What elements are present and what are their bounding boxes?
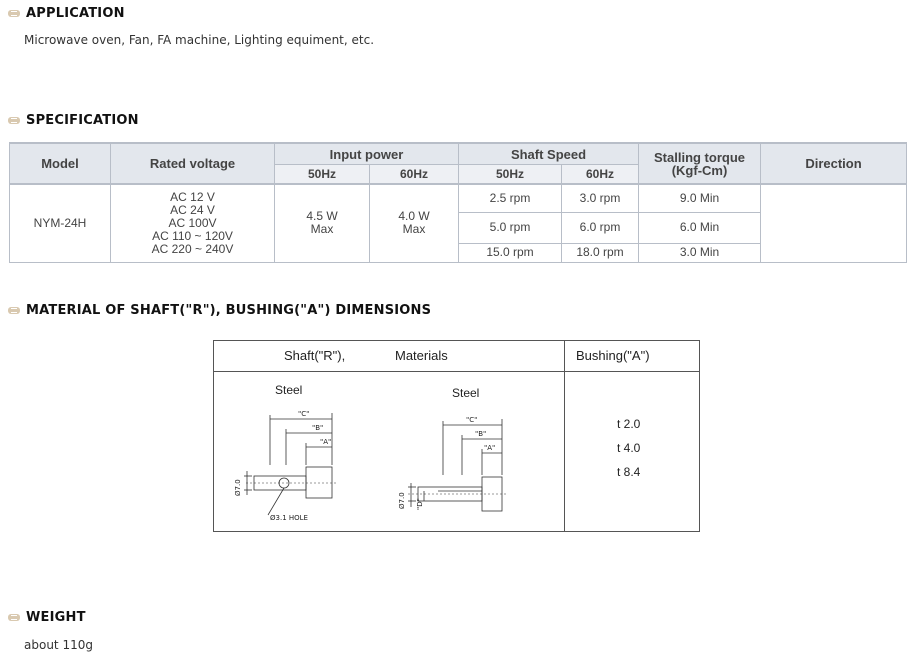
bushing-value: t 8.4: [617, 465, 641, 479]
shaft-drawing-right: [384, 409, 509, 524]
header-shaft-speed: Shaft Speed: [459, 143, 639, 165]
column-divider: [564, 341, 565, 531]
specification-title: SPECIFICATION: [26, 113, 139, 128]
right-material-label: Steel: [452, 386, 480, 400]
bushing-header: Bushing("A"): [576, 348, 650, 363]
label-c: "C": [466, 416, 478, 424]
voltage-line: AC 100V: [168, 215, 217, 230]
power-50hz-cell: [275, 184, 370, 262]
speed-60hz-cell: 3.0 rpm: [562, 184, 639, 212]
header-rated-voltage: Rated voltage: [111, 143, 275, 184]
label-diameter: Ø7.0: [398, 492, 406, 509]
label-a: "A": [484, 444, 496, 452]
label-b: "B": [475, 430, 487, 438]
speed-50hz-cell: 15.0 rpm: [459, 243, 562, 262]
power-50hz-value: 4.5 W: [306, 209, 338, 224]
shaft-drawing-left: [228, 403, 338, 528]
label-d: "D": [416, 498, 424, 510]
material-section-header: [8, 303, 431, 318]
specification-section-header: [8, 113, 139, 128]
application-text: Microwave oven, Fan, FA machine, Lighting equiment, etc.: [24, 33, 375, 47]
label-a: "A": [320, 438, 332, 446]
materials-header: Materials: [395, 348, 448, 363]
voltage-cell: [111, 184, 275, 262]
left-material-label: Steel: [275, 383, 303, 397]
header-direction: Direction: [761, 143, 907, 184]
header-stalling-torque-line1: Stalling torque: [654, 149, 745, 165]
label-hole: Ø3.1 HOLE: [270, 514, 308, 522]
voltage-line: AC 110 ~ 120V: [152, 228, 233, 243]
header-speed-50hz: 50Hz: [459, 165, 562, 185]
header-stalling-torque-line2: (Kgf-Cm): [671, 162, 728, 178]
speed-60hz-cell: 6.0 rpm: [562, 212, 639, 243]
direction-cell: [761, 184, 907, 262]
label-diameter: Ø7.0: [234, 479, 242, 496]
bushing-value: t 4.0: [617, 441, 641, 455]
shaft-header: Shaft("R"),: [284, 348, 346, 363]
header-stalling-torque: [639, 143, 761, 184]
bullet-icon: [8, 614, 20, 621]
speed-50hz-cell: 2.5 rpm: [459, 184, 562, 212]
header-power-60hz: 60Hz: [370, 165, 459, 185]
header-power-50hz: 50Hz: [275, 165, 370, 185]
material-dimensions-box: [213, 340, 700, 532]
torque-cell: 6.0 Min: [639, 212, 761, 243]
table-row: [10, 184, 907, 212]
torque-cell: 9.0 Min: [639, 184, 761, 212]
speed-60hz-cell: 18.0 rpm: [562, 243, 639, 262]
weight-section-header: [8, 610, 86, 625]
voltage-line: AC 220 ~ 240V: [151, 241, 234, 256]
bullet-icon: [8, 10, 20, 17]
header-speed-60hz: 60Hz: [562, 165, 639, 185]
model-cell: NYM-24H: [10, 184, 111, 262]
power-60hz-value: 4.0 W: [398, 209, 430, 224]
voltage-line: AC 24 V: [170, 202, 215, 217]
label-b: "B": [312, 424, 324, 432]
voltage-line: AC 12 V: [170, 189, 215, 204]
bushing-value: t 2.0: [617, 417, 641, 431]
label-c: "C": [298, 410, 310, 418]
bullet-icon: [8, 117, 20, 124]
weight-title: WEIGHT: [26, 610, 86, 625]
specification-table: [9, 142, 907, 263]
speed-50hz-cell: 5.0 rpm: [459, 212, 562, 243]
power-60hz-cell: [370, 184, 459, 262]
weight-text: about 110g: [24, 638, 93, 652]
application-title: APPLICATION: [26, 6, 125, 21]
header-model: Model: [10, 143, 111, 184]
power-50hz-note: Max: [310, 222, 334, 237]
application-section-header: [8, 6, 125, 21]
header-input-power: Input power: [275, 143, 459, 165]
header-divider: [214, 371, 699, 372]
power-60hz-note: Max: [402, 222, 426, 237]
bullet-icon: [8, 307, 20, 314]
torque-cell: 3.0 Min: [639, 243, 761, 262]
material-title: MATERIAL OF SHAFT("R"), BUSHING("A") DIMENSIONS: [26, 303, 432, 318]
